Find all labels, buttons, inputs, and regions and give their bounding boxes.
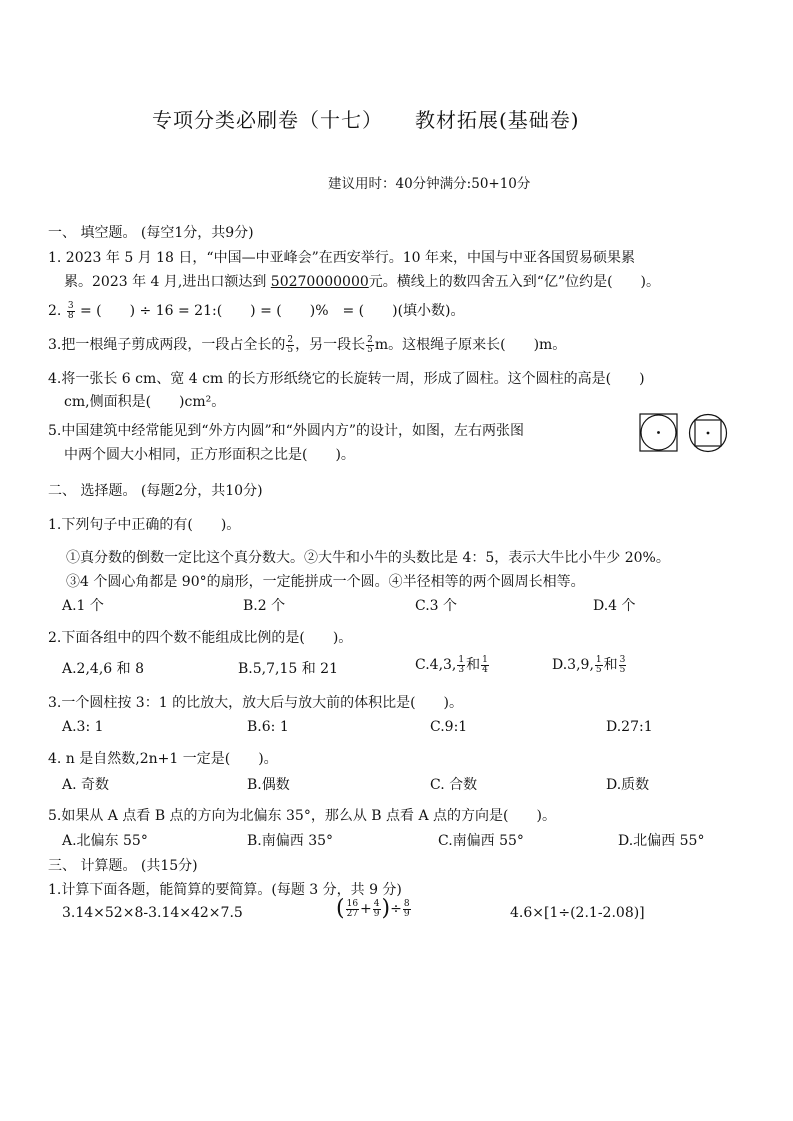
fraction: $\frac{8}{9}$ bbox=[403, 898, 410, 919]
option-a: A.3: 1 bbox=[62, 719, 104, 735]
question-1-3: 3.把一根绳子剪成两段，一段占全长的 $\frac{2}{5}$ ，另一段长 $\frac{2}{5}$ m。这根绳子原来长( )m。 bbox=[48, 334, 567, 355]
fraction: $\frac{2}{5}$ bbox=[367, 334, 373, 355]
outer-square-inner-circle-figure bbox=[640, 414, 677, 451]
question-2-2-stem: 2.下面各组中的四个数不能组成比例的是( )。 bbox=[48, 630, 353, 646]
expression-1: 3.14×52×8-3.14×42×7.5 bbox=[62, 905, 243, 921]
question-1-4-line1: 4.将一张长 6 cm、宽 4 cm 的长方形纸绕它的长旋转一周，形成了圆柱。这个圆柱的高是( ) bbox=[48, 371, 645, 387]
section-heading-fill-blank: 一、 填空题。 (每空1分，共9分) bbox=[48, 225, 254, 241]
question-2-3-stem: 3.一个圆柱按 3：1 的比放大，放大后与放大前的体积比是( )。 bbox=[48, 695, 463, 711]
option-c: C.4,3, $\frac{1}{3}$ 和 $\frac{1}{4}$ bbox=[415, 654, 488, 675]
option-b: B.5,7,15 和 21 bbox=[238, 661, 338, 677]
section-heading-calculation: 三、 计算题。 (共15分) bbox=[48, 858, 198, 874]
page-title: 专项分类必刷卷（十七） 教材拓展(基础卷) bbox=[152, 108, 580, 132]
question-3-1-stem: 1.计算下面各题，能简算的要简算。(每题 3 分，共 9 分) bbox=[48, 882, 402, 898]
fraction: $\frac{4}{9}$ bbox=[373, 898, 380, 919]
option-d: D.质数 bbox=[606, 777, 650, 793]
suggested-time: 建议用时：40分钟满分:50+10分 bbox=[328, 176, 531, 192]
question-1-4-line2: cm,侧面积是( )cm²。 bbox=[64, 394, 226, 410]
question-2-4-stem: 4. n 是自然数,2n+1 一定是( )。 bbox=[48, 751, 278, 767]
fraction: $\frac{2}{5}$ bbox=[287, 334, 294, 355]
option-a: A.北偏东 55° bbox=[62, 833, 148, 849]
option-c: C.3 个 bbox=[415, 598, 458, 614]
option-c: C. 合数 bbox=[430, 777, 478, 793]
option-d: D.27:1 bbox=[606, 719, 653, 735]
square-circle-figures bbox=[638, 412, 734, 454]
expression-3: 4.6×[1÷(2.1-2.08)] bbox=[510, 905, 645, 921]
option-b: B.南偏西 35° bbox=[247, 833, 334, 849]
question-1-2: 2. $\frac{3}{8}$ = ( ) ÷ 16 = 21:( ) = ( )% = ( )(填小数)。 bbox=[48, 300, 465, 321]
fraction: $\frac{3}{8}$ bbox=[67, 300, 74, 321]
question-1-1-line1: 1. 2023 年 5 月 18 日，“中国—中亚峰会”在西安举行。10 年来，中国与中亚各国贸易硕果累 bbox=[48, 250, 635, 266]
expression-2: ( $\frac{16}{27}$ + $\frac{4}{9}$ )÷ $\frac{8}{9}$ bbox=[336, 896, 410, 921]
fraction: $\frac{1}{3}$ bbox=[458, 654, 465, 675]
option-d: D.3,9, $\frac{1}{5}$ 和 $\frac{3}{5}$ bbox=[552, 654, 626, 675]
option-a: A.2,4,6 和 8 bbox=[62, 661, 144, 677]
option-d: D.北偏西 55° bbox=[618, 833, 705, 849]
outer-circle-inner-square-figure bbox=[690, 415, 727, 452]
question-2-1-statements-2: ③4 个圆心角都是 90°的扇形，一定能拼成一个圆。④半径相等的两个圆周长相等。 bbox=[66, 574, 585, 590]
option-c: C.9:1 bbox=[430, 719, 468, 735]
question-2-1-statements-1: ①真分数的倒数一定比这个真分数大。②大牛和小牛的头数比是 4：5，表示大牛比小牛少 20%。 bbox=[66, 550, 670, 566]
fraction: $\frac{1}{5}$ bbox=[595, 654, 602, 675]
section-heading-choice: 二、 选择题。 (每题2分，共10分) bbox=[48, 483, 263, 499]
option-a: A.1 个 bbox=[62, 598, 104, 614]
question-2-1-stem: 1.下列句子中正确的有( )。 bbox=[48, 517, 241, 533]
underlined-number: 50270000000 bbox=[270, 274, 369, 290]
question-2-5-stem: 5.如果从 A 点看 B 点的方向为北偏东 35°，那么从 B 点看 A 点的方向是( )。 bbox=[48, 808, 556, 824]
option-b: B.2 个 bbox=[243, 598, 286, 614]
fraction: $\frac{16}{27}$ bbox=[346, 898, 359, 919]
option-d: D.4 个 bbox=[593, 598, 636, 614]
question-1-5-line1: 5.中国建筑中经常能见到“外方内圆”和“外圆内方”的设计，如图，左右两张图 bbox=[48, 423, 524, 439]
option-a: A. 奇数 bbox=[62, 777, 110, 793]
question-1-5-line2: 中两个圆大小相同，正方形面积之比是( )。 bbox=[64, 447, 355, 463]
fraction: $\frac{1}{4}$ bbox=[482, 654, 488, 675]
option-b: B.偶数 bbox=[247, 777, 290, 793]
option-b: B.6: 1 bbox=[247, 719, 289, 735]
question-1-1-line2: 累。2023 年 4 月,进出口额达到 50270000000元。横线上的数四舍五入到“亿”位约是( )。 bbox=[64, 274, 661, 290]
option-c: C.南偏西 55° bbox=[438, 833, 524, 849]
fraction: $\frac{3}{5}$ bbox=[619, 654, 626, 675]
